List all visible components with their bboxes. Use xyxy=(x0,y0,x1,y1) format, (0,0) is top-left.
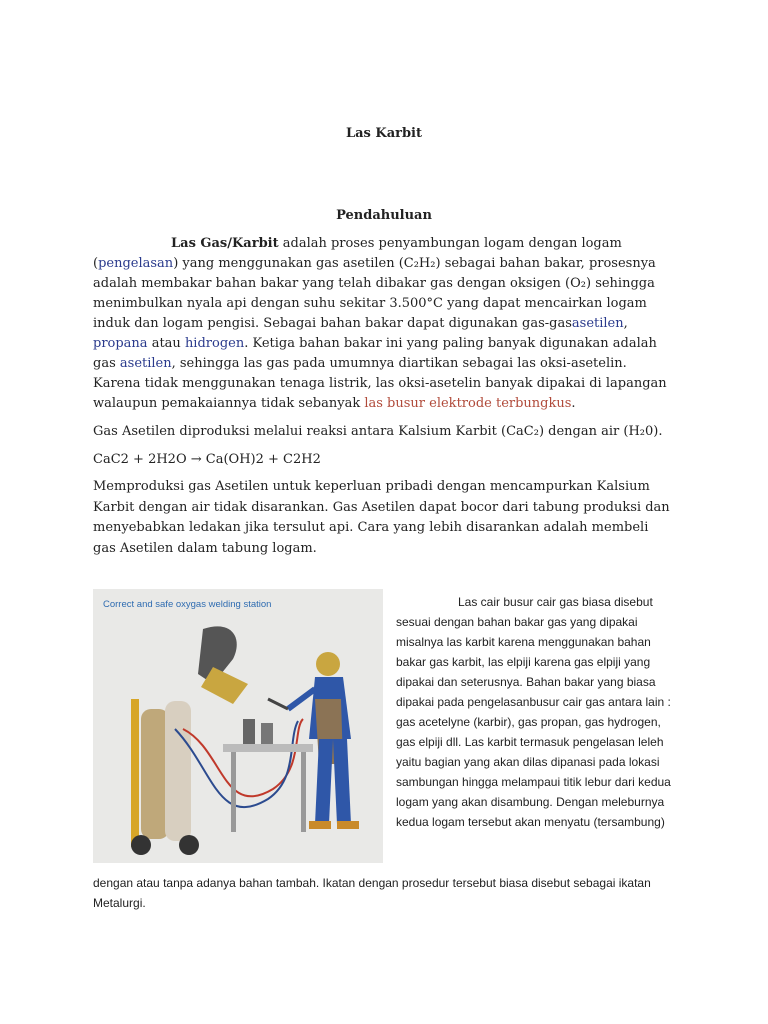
welding-station-figure xyxy=(93,589,383,863)
bottom-paragraph: dengan atau tanpa adanya bahan tambah. Ikatan dengan prosedur tersebut biasa disebut sebagai ikatan Metalurgi. xyxy=(93,876,651,910)
intro-text-4: atau xyxy=(147,336,185,351)
trolley-wheel-icon-2 xyxy=(179,835,199,855)
oxygen-cylinder-icon xyxy=(141,709,169,839)
oxygen-hose-icon xyxy=(175,721,298,807)
welder-leg-icon xyxy=(315,739,333,824)
welding-illustration xyxy=(93,589,383,863)
workpiece-icon xyxy=(243,719,255,744)
side-paragraph xyxy=(396,592,681,832)
intro-text-3: , xyxy=(623,316,628,331)
link-las-busur[interactable]: las busur elektrode terbungkus xyxy=(364,396,572,411)
welding-table-icon xyxy=(223,744,313,752)
reaction-paragraph: Gas Asetilen diproduksi melalui reaksi antara Kalsium Karbit (CaC₂) dengan air (H₂0). xyxy=(93,424,663,439)
intro-text-1: adalah proses penyambungan logam dengan logam ( xyxy=(93,236,622,271)
welding-torch-icon xyxy=(268,699,288,709)
link-asetilen[interactable]: asetilen xyxy=(571,316,624,331)
link-hidrogen[interactable]: hidrogen xyxy=(184,336,245,351)
side-paragraph-text: Las cair busur cair gas biasa disebut sesuai dengan bahan bakar gas yang dipakai misalnya las karbit karena menggunakan bahan bakar gas karbit, las elpiji karena gas elpiji yang dipakai dan seterusnya. Bahan bakar yang biasa dipakai pada pengelasanbusur cair gas antara lain : gas acetelyne (karbir), gas propan, gas hydrogen, gas elpiji dll. Las karbit termasuk pengelasan leleh yaitu bagian yang akan dilas dipanasi pada lokasi sambungan hingga melampaui titik lebur dari kedua logam yang akan disambung. Dengan meleburnya kedua logam tersebut akan menyatu (tersambung) xyxy=(396,595,671,829)
link-propana[interactable]: propana xyxy=(93,336,148,351)
intro-paragraph xyxy=(93,234,675,414)
welder-arm-icon xyxy=(288,689,315,709)
figure-caption: Correct and safe oxygas welding station xyxy=(103,599,272,610)
trolley-wheel-icon xyxy=(131,835,151,855)
intro-text-5: . Ketiga bahan bakar ini yang paling banyak digunakan adalah gas xyxy=(93,336,657,371)
table-leg-icon-2 xyxy=(301,752,306,832)
document-title: Las Karbit xyxy=(345,126,422,141)
safety-boot-icon xyxy=(309,821,331,829)
safety-boot-icon-2 xyxy=(337,821,359,829)
welder-leg-icon-2 xyxy=(333,739,351,824)
link-pengelasan[interactable]: pengelasan xyxy=(98,256,174,271)
intro-text-2: ) yang menggunakan gas asetilen (C₂H₂) sebagai bahan bakar, prosesnya adalah membakar bahan bakar yang telah dibakar gas dengan oksigen (O₂) sehingga menimbulkan nyala api dengan suhu sekitar 3.500°C yang dapat mencairkan logam induk dan logam pengisi. Sebagai bahan bakar dapat digunakan gas-gas xyxy=(93,256,656,331)
table-leg-icon xyxy=(231,752,236,832)
welder-helmet-icon xyxy=(316,652,340,676)
intro-text-6: , sehingga las gas pada umumnya diartikan sebagai las oksi-asetelin. Karena tidak menggunakan tenaga listrik, las oksi-asetelin banyak dipakai di lapangan walaupun pemakaiannya tidak sebanyak xyxy=(93,356,667,411)
link-asetilen-2[interactable]: asetilen xyxy=(119,356,172,371)
acetylene-cylinder-icon xyxy=(165,701,191,841)
intro-text-7: . xyxy=(571,396,576,411)
safety-paragraph: Memproduksi gas Asetilen untuk keperluan pribadi dengan mencampurkan Kalsium Karbit dengan air tidak disarankan. Gas Asetilen dapat bocor dari tabung produksi dan menyebabkan ledakan jika tersulut api. Cara yang lebih disarankan adalah membeli gas Asetilen dalam tabung logam. xyxy=(93,479,670,556)
trolley-frame-icon xyxy=(131,699,139,847)
intro-bold-lead: Las Gas/Karbit xyxy=(171,236,279,251)
workpiece-icon-2 xyxy=(261,723,273,744)
section-heading: Pendahuluan xyxy=(336,208,432,223)
chemical-equation: CaC2 + 2H2O → Ca(OH)2 + C2H2 xyxy=(93,452,321,467)
